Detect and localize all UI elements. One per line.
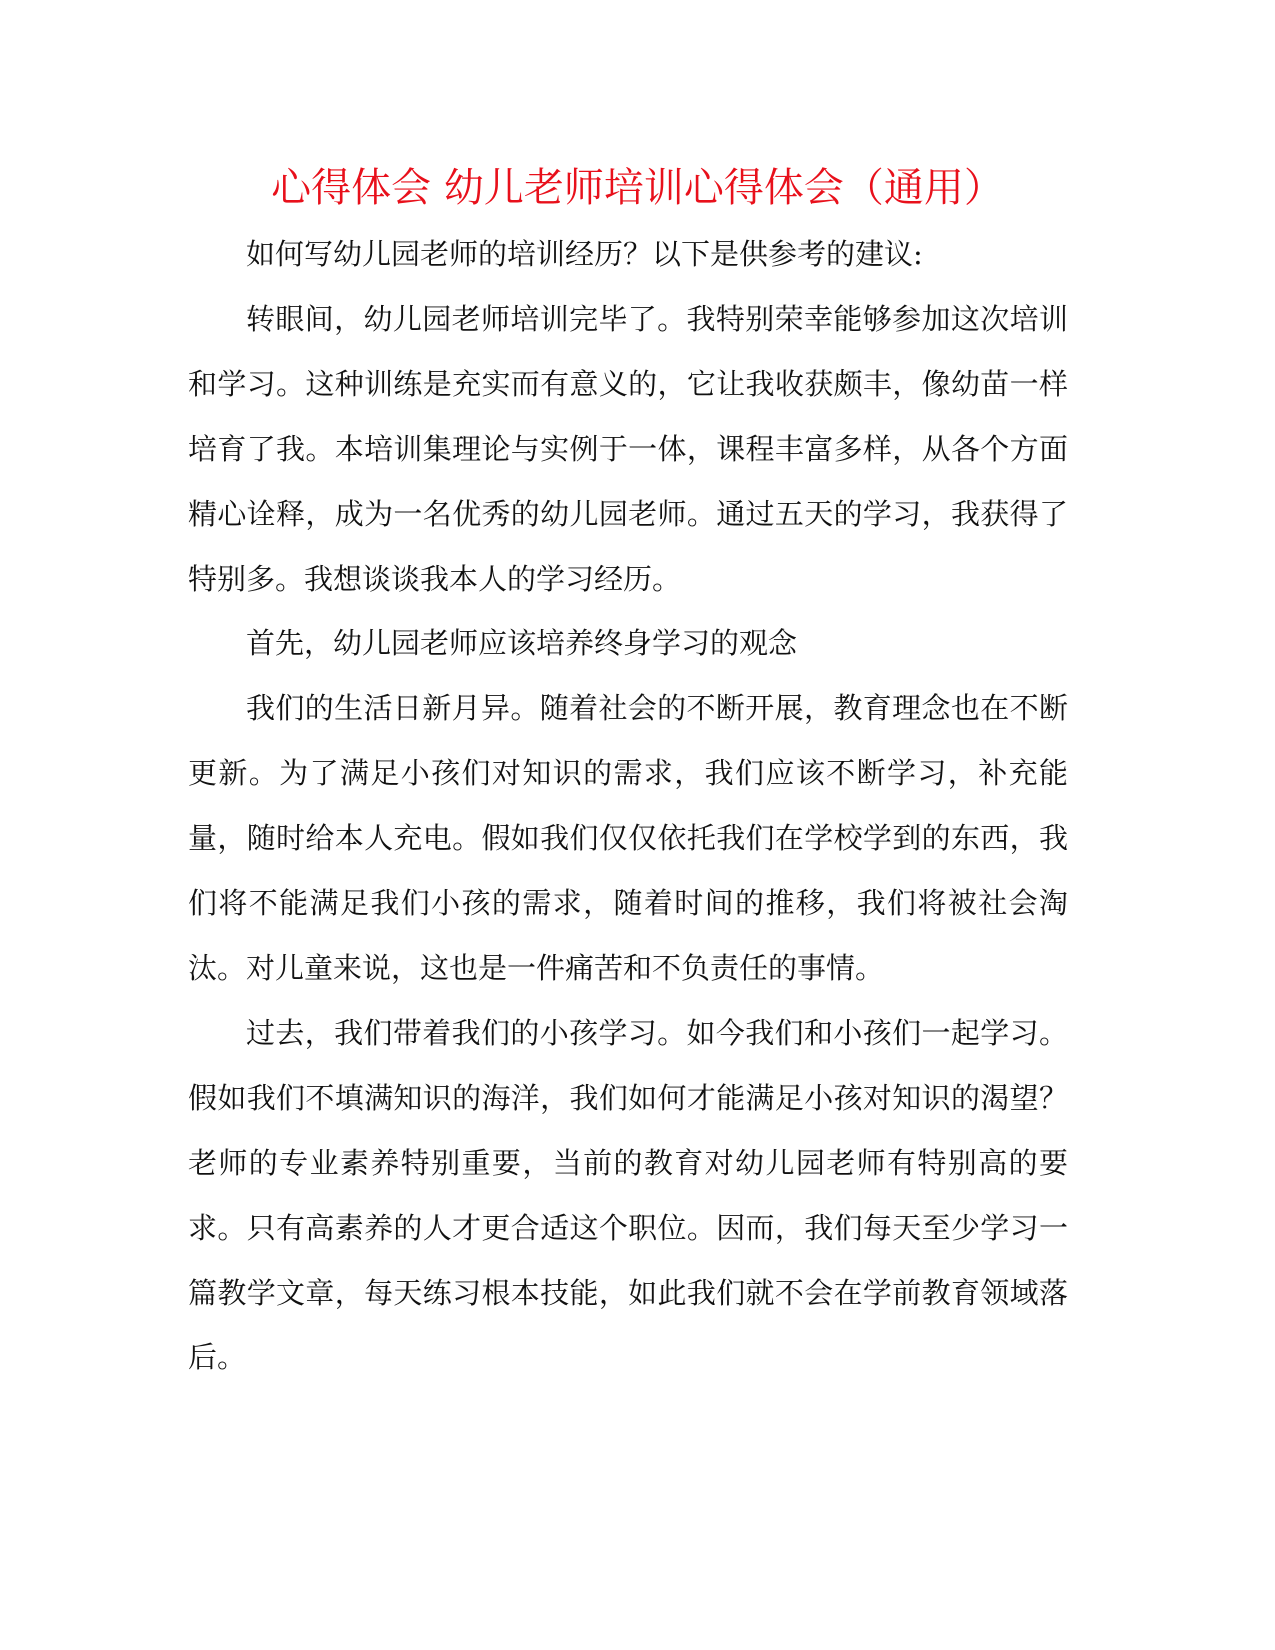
paragraph: 首先，幼儿园老师应该培养终身学习的观念: [246, 626, 798, 661]
paragraph: 如何写幼儿园老师的培训经历？以下是供参考的建议:: [246, 237, 923, 271]
document-title: 心得体会 幼儿老师培训心得体会（通用）: [271, 165, 1004, 211]
document-body: [188, 222, 1068, 1390]
paragraph: 转眼间，幼儿园老师培训完毕了。我特别荣幸能够参加这次培训和学习。这种训练是充实而有意义的，它让我收获颇丰，像幼苗一样培育了我。本培训集理论与实例于一体，课程丰富多样，从各个方面精心诠释，成为一名优秀的幼儿园老师。通过五天的学习，我获得了特别多。我想谈谈我本人的学习经历。: [188, 301, 1068, 596]
paragraph: 我们的生活日新月异。随着社会的不断开展，教育理念也在不断更新。为了满足小孩们对知识的需求，我们应该不断学习，补充能量，随时给本人充电。假如我们仅仅依托我们在学校学到的东西，我们将不能满足我们小孩的需求，随着时间的推移，我们将被社会淘汰。对儿童来说，这也是一件痛苦和不负责任的事情。: [188, 691, 1068, 985]
paragraph: 过去，我们带着我们的小孩学习。如今我们和小孩们一起学习。假如我们不填满知识的海洋，我们如何才能满足小孩对知识的渴望？老师的专业素养特别重要，当前的教育对幼儿园老师有特别高的要求。只有高素养的人才更合适这个职位。因而，我们每天至少学习一篇教学文章，每天练习根本技能，如此我们就不会在学前教育领域落后。: [188, 1015, 1068, 1375]
